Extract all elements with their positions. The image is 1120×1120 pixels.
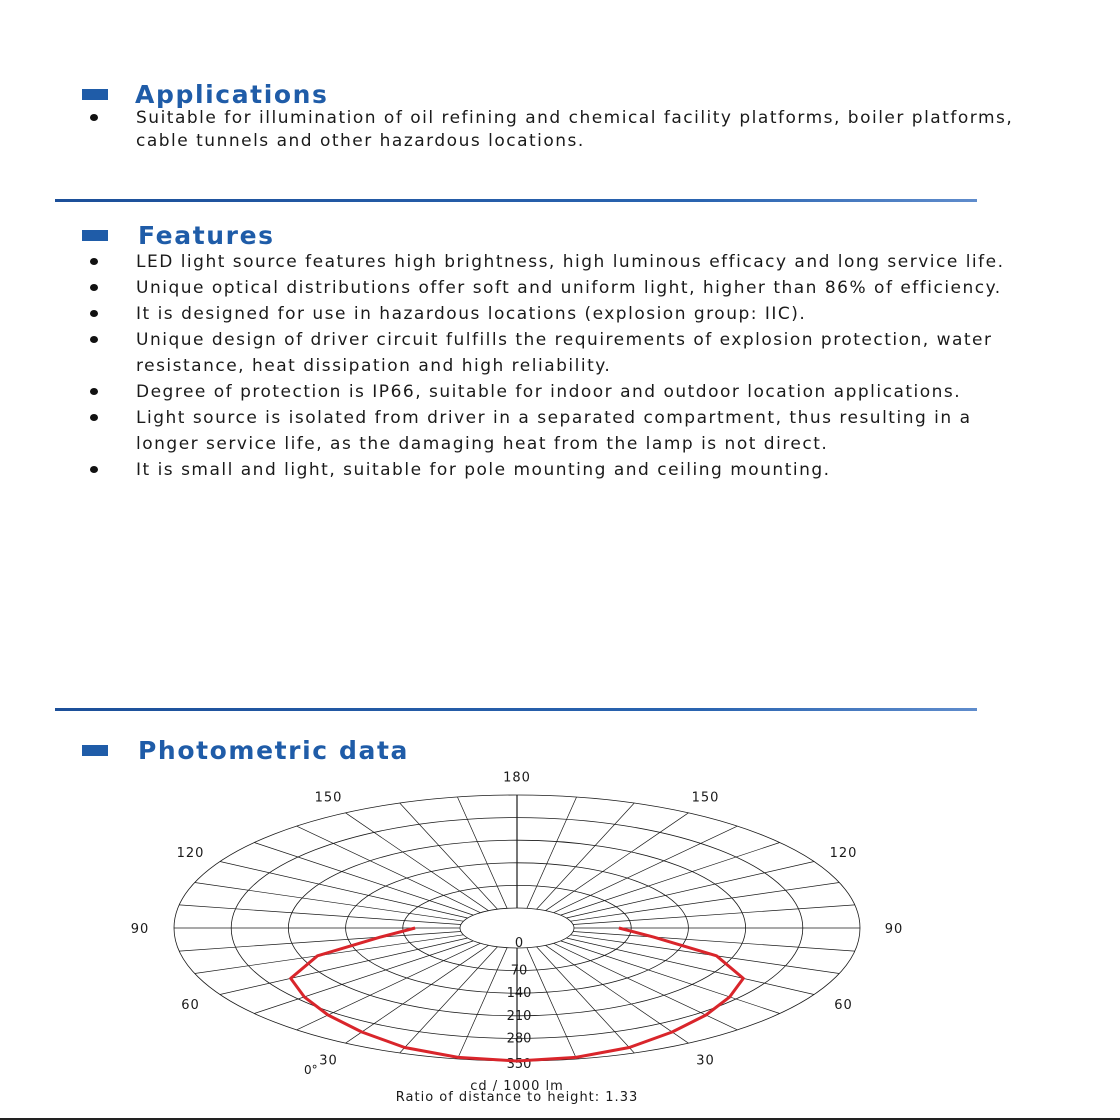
list-item-text: Light source is isolated from driver in a separated compartment, thus resulting in a longer service life, as the damaging heat from the lamp is not direct. (136, 408, 972, 454)
angle-tick-label: 90 (884, 922, 904, 937)
polar-grid-spoke (566, 862, 814, 919)
radial-tick-label: 210 (506, 1008, 532, 1024)
angle-tick-label: 30 (319, 1053, 338, 1069)
list-item-text: Unique optical distributions offer soft and uniform light, higher than 86% of efficiency. (136, 278, 1002, 298)
polar-grid-spoke (457, 797, 507, 908)
radial-tick-label: 0 (514, 936, 524, 951)
polar-grid-spoke (457, 948, 507, 1059)
zero-degree-label: 0° (304, 1063, 318, 1077)
polar-grid-spoke (254, 843, 473, 916)
angle-tick-label: 120 (176, 846, 205, 862)
unit-label: cd / 1000 lm (470, 1079, 564, 1094)
list-item-text: It is small and light, suitable for pole mounting and ceiling mounting. (136, 460, 831, 480)
radial-tick-label: 70 (510, 963, 528, 979)
photometric-title: Photometric data (138, 736, 409, 765)
radial-tick-label: 280 (506, 1031, 532, 1047)
polar-grid-spoke (527, 797, 577, 908)
polar-grid-spoke (400, 947, 498, 1053)
polar-grid-spoke (536, 947, 634, 1053)
polar-grid-spoke (220, 862, 468, 919)
polar-grid-spoke (254, 941, 473, 1014)
angle-tick-label: 120 (829, 846, 858, 862)
ratio-label: Ratio of distance to height: 1.33 (395, 1090, 639, 1105)
list-item-text: It is designed for use in hazardous locations (explosion group: IIC). (136, 304, 807, 324)
angle-tick-label: 150 (314, 790, 343, 806)
angle-tick-label: 60 (834, 997, 853, 1013)
angle-tick-label: 150 (691, 790, 720, 806)
polar-grid-spoke (527, 948, 577, 1059)
applications-title: Applications (135, 80, 329, 109)
angle-tick-label: 60 (181, 997, 200, 1013)
features-title: Features (138, 221, 275, 250)
polar-grid-spoke (400, 803, 498, 909)
polar-grid-spoke (561, 941, 780, 1014)
angle-tick-label: 30 (696, 1053, 715, 1069)
polar-grid-spoke (561, 843, 780, 916)
radial-tick-label: 140 (506, 986, 532, 1002)
radial-tick-label: 350 (506, 1057, 532, 1072)
polar-grid-spoke (536, 803, 634, 909)
list-item-text: Degree of protection is IP66, suitable for indoor and outdoor location applications. (136, 382, 962, 402)
list-item-text: Unique design of driver circuit fulfills the requirements of explosion protection, water resistance, heat dissipation and high reliability. (136, 330, 993, 376)
list-item-text: Suitable for illumination of oil refining and chemical facility platforms, boiler platforms, cable tunnels and other hazardous locations. (136, 108, 1014, 151)
list-item-text: LED light source features high brightness, high luminous efficacy and long service life. (136, 252, 1005, 272)
angle-tick-label: 90 (130, 922, 150, 937)
angle-tick-label: 180 (503, 770, 531, 786)
